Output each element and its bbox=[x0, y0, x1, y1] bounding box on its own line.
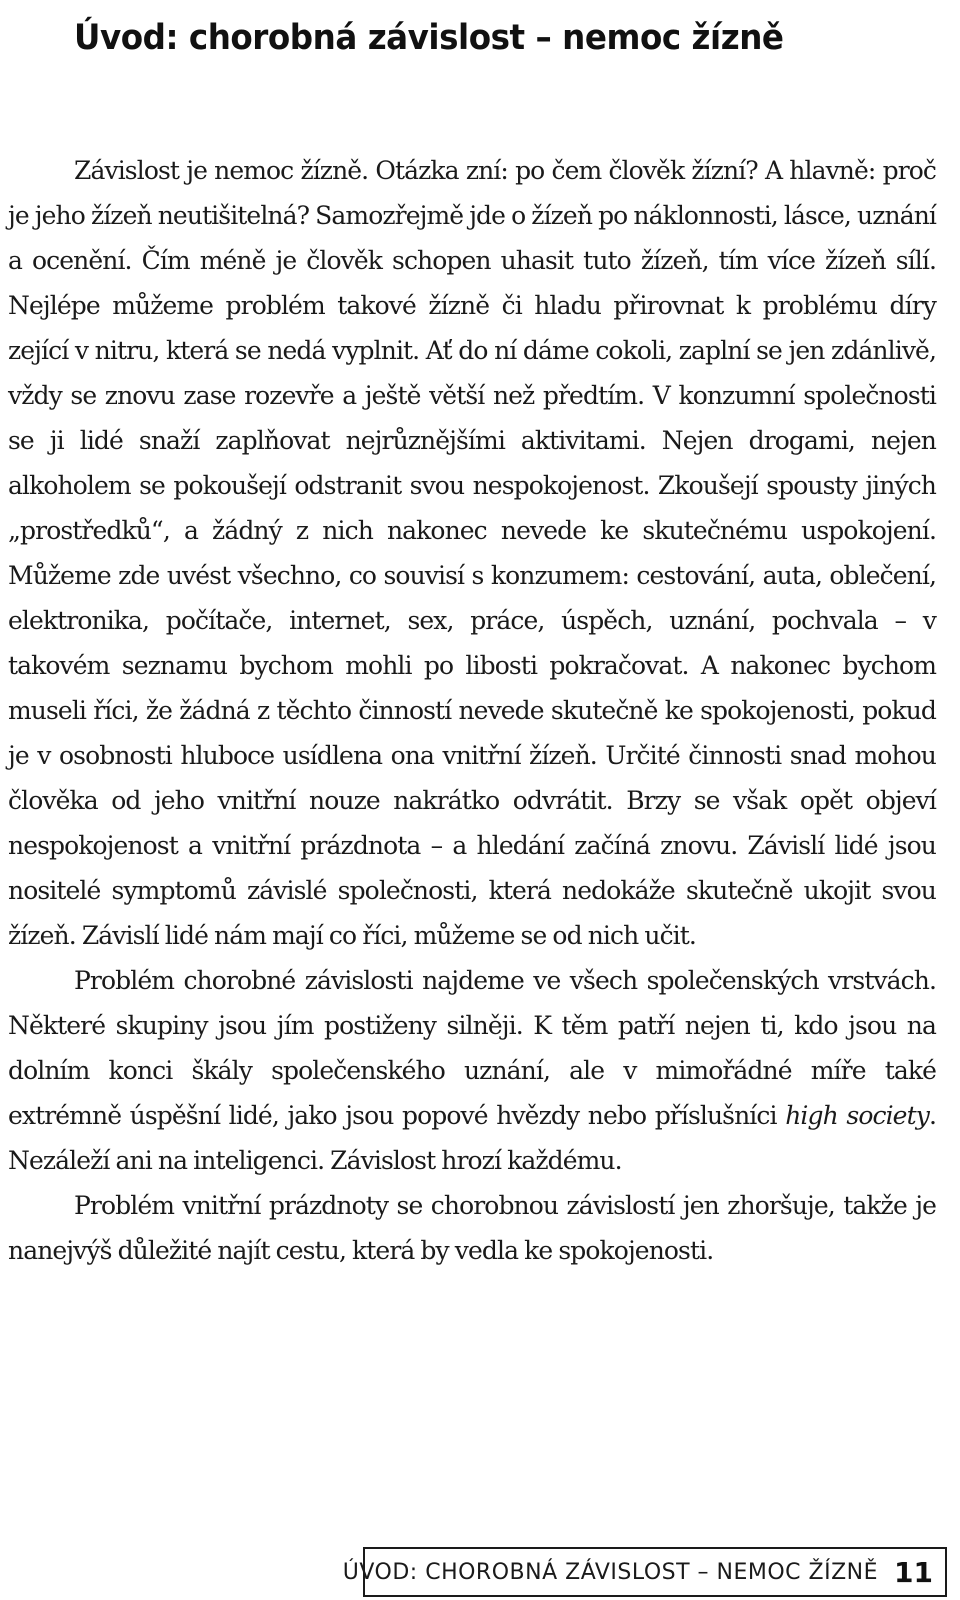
paragraph-1: Závislost je nemoc žízně. Otázka zní: po čem člověk žízní? A hlavně: proč je jeho žízeň neutišitelná? Samozřejmě jde o žízeň po náklonnosti, lásce, uznání a ocenění. Čím méně je člověk schopen uhasit tuto žízeň, tím více žízeň sílí. Nejlépe můžeme problém takové žízně či hladu přirovnat k problému díry zející v nitru, která se nedá vyplnit. Ať do ní dáme cokoli, zaplní se jen zdánlivě, vždy se znovu zase rozevře a ještě větší než předtím. V konzumní společnosti se ji lidé snaží zaplňovat nejrůznějšími aktivitami. Nejen drogami, nejen alkoholem se pokoušejí odstranit svou nespokojenost. Zkoušejí spousty jiných „prostředků“, a žádný z nich nakonec nevede ke skutečnému uspokojení. Můžeme zde uvést všechno, co souvisí s konzumem: cestování, auta, oblečení, elektronika, počítače, internet, sex, práce, úspěch, uznání, pochvala – v takovém seznamu bychom mohli po libosti pokračovat. A nakonec bychom museli říci, že žádná z těchto činností nevede skutečně ke spokojenosti, pokud je v osobnosti hluboce usídlena ona vnitřní žízeň. Určité činnosti snad mohou člověka od jeho vnitřní nouze nakrátko odvrátit. Brzy se však opět objeví nespokojenost a vnitřní prázdnota – a hledání začíná znovu. Závislí lidé jsou nositelé symptomů závislé společnosti, která nedokáže skutečně ukojit svou žízeň. Závislí lidé nám mají co říci, můžeme se od nich učit. bbox=[8, 156, 936, 950]
chapter-heading: Úvod: chorobná závislost – nemoc žízně bbox=[74, 18, 784, 58]
paragraph-2 bbox=[8, 958, 936, 1183]
running-footer bbox=[342, 1547, 947, 1597]
running-title: ÚVOD: CHOROBNÁ ZÁVISLOST – NEMOC ŽÍZNĚ bbox=[342, 1559, 879, 1585]
paragraph-2-italic: high society bbox=[785, 1101, 929, 1130]
paragraph-3: Problém vnitřní prázdnoty se chorobnou závislostí jen zhoršuje, takže je nanejvýš důležité najít cestu, která by vedla ke spokojenosti. bbox=[8, 1191, 936, 1265]
page-number: 11 bbox=[894, 1555, 933, 1589]
paragraph-2-text: Problém chorobné závislosti najdeme ve všech společenských vrstvách. Některé skupiny jsou jím postiženy silněji. K těm patří nejen ti, kdo jsou na dolním konci škály společenského uznání, ale v mimořádné míře také extrémně úspěšní lidé, jako jsou popové hvězdy nebo příslušníci bbox=[8, 966, 936, 1130]
paragraph-2-text-end: . Nezáleží ani na inteligenci. Závislost hrozí každému. bbox=[8, 1101, 936, 1175]
body-text bbox=[8, 148, 936, 1273]
